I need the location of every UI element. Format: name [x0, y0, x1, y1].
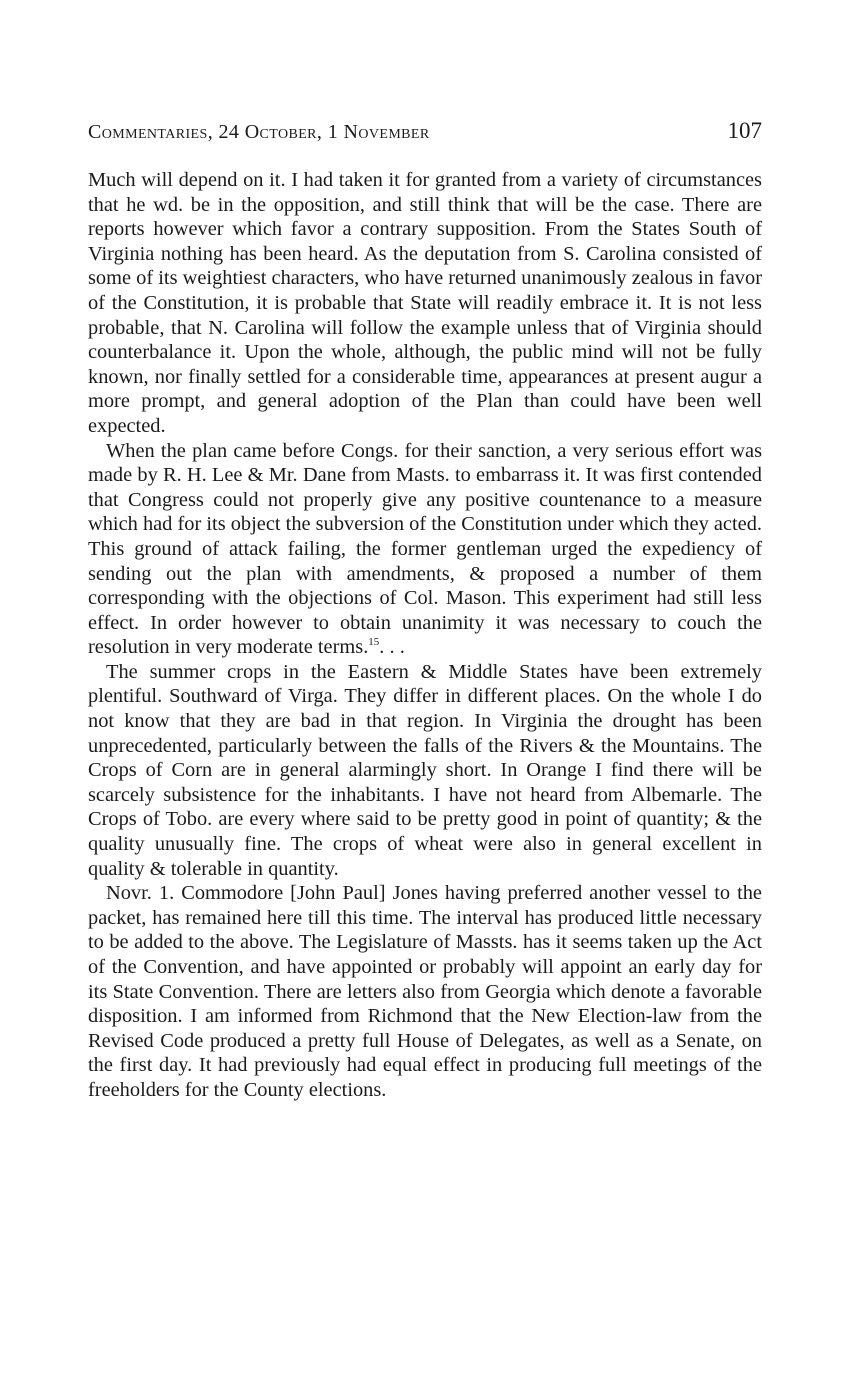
paragraph: [88, 168, 762, 439]
paragraph: [88, 881, 762, 1102]
running-head: [88, 118, 762, 154]
paragraph-text: Much will depend on it. I had taken it for granted from a variety of circumstances that he wd. be in the opposition, and still think that will be the case. There are reports however which favor a contrary supposition. From the States South of Virginia nothing has been heard. As the deputation from S. Carolina consisted of some of its weightiest characters, who have returned unanimously zealous in favor of the Constitution, it is probable that State will readily embrace it. It is not less probable, that N. Carolina will follow the example unless that of Virginia should counterbalance it. Upon the whole, although, the public mind will not be fully known, nor finally settled for a considerable time, appearances at present augur a more prompt, and general adoption of the Plan than could have been well expected.: [88, 169, 762, 437]
document-page: [88, 118, 762, 1103]
ellipsis: . . .: [379, 636, 405, 659]
paragraph: [88, 439, 762, 660]
paragraph-text: When the plan came before Congs. for their sanction, a very serious effort was made by R. H. Lee & Mr. Dane from Masts. to embarrass it. It was first contended that Congress could not properly give any positive countenance to a measure which had for its object the subversion of the Constitution under which they acted. This ground of attack failing, the former gentleman urged the expediency of sending out the plan with amendments, & proposed a number of them corresponding with the objections of Col. Mason. This experiment had still less effect. In order however to obtain unanimity it was necessary to couch the resolution in very moderate terms.: [88, 439, 762, 659]
paragraph: [88, 660, 762, 881]
body-text: [88, 168, 762, 1103]
page-number: 107: [727, 118, 762, 143]
footnote-marker: 15: [368, 636, 380, 649]
paragraph-text: The summer crops in the Eastern & Middle States have been extremely plentiful. Southward of Virga. They differ in different places. On the whole I do not know that they are bad in that region. In Virginia the drought has been unprecedented, particularly between the falls of the Rivers & the Mountains. The Crops of Corn are in general alarmingly short. In Orange I find there will be scarcely subsistence for the inhabitants. I have not heard from Albemarle. The Crops of Tobo. are every where said to be pretty good in point of quantity; & the quality unusually fine. The crops of wheat were also in general excellent in quality & tolerable in quantity.: [88, 660, 762, 880]
running-title: Commentaries, 24 October, 1 November: [88, 121, 430, 143]
paragraph-text: Novr. 1. Commodore [John Paul] Jones having preferred another vessel to the packet, has remained here till this time. The interval has produced little necessary to be added to the above. The Legislature of Massts. has it seems taken up the Act of the Convention, and have appointed or probably will appoint an early day for its State Convention. There are letters also from Georgia which denote a favorable disposition. I am informed from Richmond that the New Election-law from the Revised Code produced a pretty full House of Delegates, as well as a Senate, on the first day. It had previously had equal effect in producing full meetings of the freeholders for the County elections.: [88, 882, 762, 1101]
